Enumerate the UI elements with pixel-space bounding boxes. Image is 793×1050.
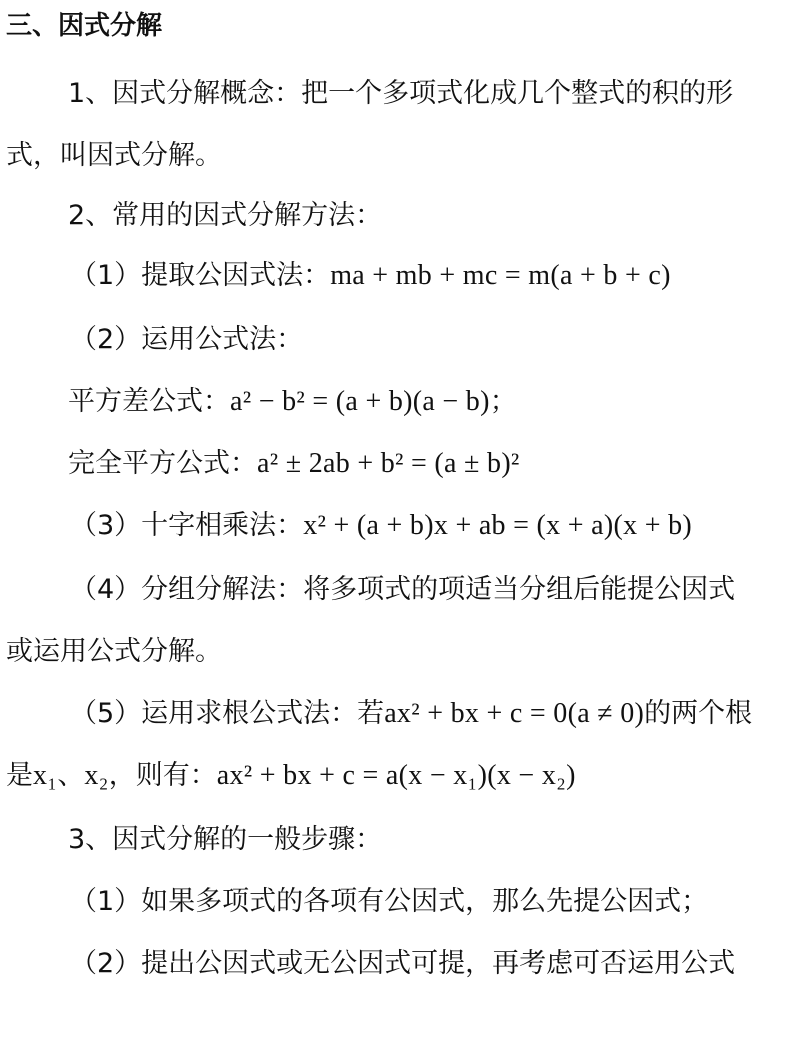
perfect-square-formula: a² ± 2ab + b² = (a ± b)² <box>257 448 520 479</box>
cross-multiplication-formula: x² + (a + b)x + ab = (x + a)(x + b) <box>303 510 693 541</box>
root-factorization-formula: ax² + bx + c = a(x − x₁)(x − x₂) <box>216 760 576 791</box>
roots-prefix: 是 <box>6 760 33 791</box>
method-4-line-2: 或运用公式分解。 <box>6 636 222 667</box>
roots-separator: 、 <box>57 760 85 791</box>
difference-of-squares-tail: ； <box>489 386 517 417</box>
method-4-line-1: （4）分组分解法：将多项式的项适当分组后能提公因式 <box>70 574 736 605</box>
method-1-label: （1）提取公因式法： <box>70 260 331 291</box>
roots-then: ，则有： <box>108 760 217 791</box>
section-heading: 三、因式分解 <box>6 11 163 41</box>
methods-heading: 2、常用的因式分解方法： <box>68 200 383 231</box>
step-1-line: （1）如果多项式的各项有公因式，那么先提公因式； <box>70 886 709 917</box>
step-2-line: （2）提出公因式或无公因式可提，再考虑可否运用公式 <box>70 948 736 979</box>
method-3-line <box>70 506 692 546</box>
common-factor-formula: ma + mb + mc = m(a + b + c) <box>330 260 671 291</box>
method-5-line-2 <box>6 756 576 796</box>
concept-line-2: 式，叫因式分解。 <box>6 140 222 171</box>
difference-of-squares-line <box>68 382 517 422</box>
method-3-label: （3）十字相乘法： <box>70 510 304 541</box>
method-5-label: （5）运用求根公式法：若 <box>70 698 385 729</box>
quadratic-equation: ax² + bx + c = 0(a ≠ 0) <box>384 698 645 729</box>
difference-of-squares-label: 平方差公式： <box>68 386 230 417</box>
perfect-square-line <box>68 444 520 484</box>
method-1-line <box>70 256 671 296</box>
method-5-tail: 的两个根 <box>644 698 753 729</box>
perfect-square-label: 完全平方公式： <box>68 448 257 479</box>
method-2-line: （2）运用公式法： <box>70 324 304 355</box>
steps-heading: 3、因式分解的一般步骤： <box>68 824 383 855</box>
difference-of-squares-formula: a² − b² = (a + b)(a − b) <box>230 386 490 417</box>
method-5-line-1 <box>70 694 752 734</box>
root-x1: x₁ <box>33 760 58 791</box>
root-x2: x₂ <box>84 760 109 791</box>
concept-line-1: 1、因式分解概念：把一个多项式化成几个整式的积的形 <box>68 78 734 109</box>
